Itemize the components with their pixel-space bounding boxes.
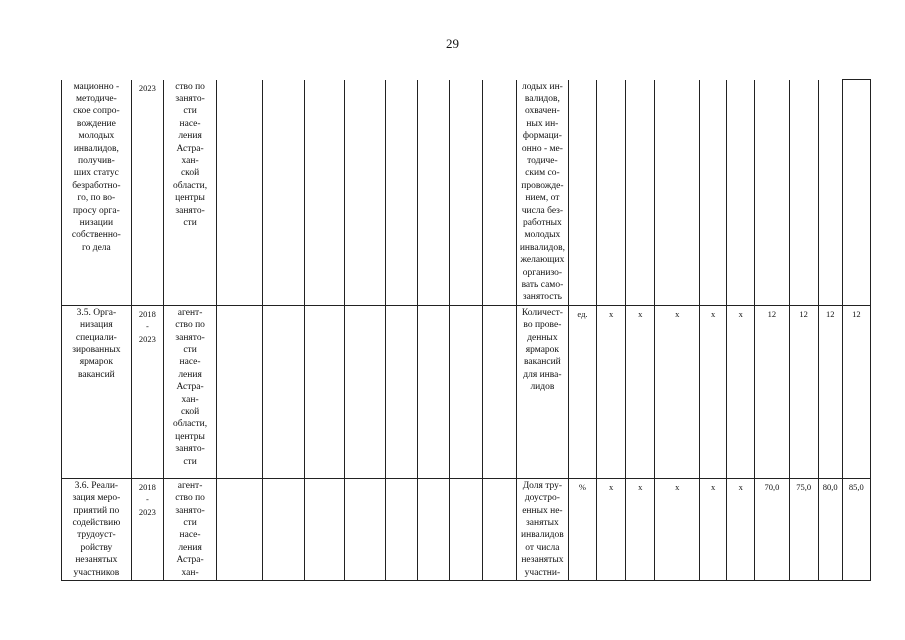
empty-cell xyxy=(345,305,386,478)
value: х xyxy=(710,481,716,492)
value-cell xyxy=(755,80,789,306)
value: 12 xyxy=(852,308,861,319)
indicator-text: Доля тру- доустро- енных не- занятых инвалидов от числа незанятых участни- xyxy=(521,480,564,578)
measure-name: мационно - методиче- ское сопро- вождение молодых инвалидов, получив- ших статус безработно- го, по во- просу орга- низации собственно- го дела xyxy=(71,81,121,253)
indicator-text: лодых ин- валидов, охвачен- ных ин- формаци- онно - ме- тодиче- ским со- провожде- нием, от числа без- работных молодых инвалидов, желающих организо- вать само- занятость xyxy=(519,81,565,303)
value-cell xyxy=(789,478,818,580)
value-cell xyxy=(727,478,755,580)
unit-cell xyxy=(568,80,596,306)
years: 2023 xyxy=(138,82,156,93)
empty-cell xyxy=(482,478,516,580)
empty-cell xyxy=(262,478,304,580)
value: 12 xyxy=(825,308,835,319)
years-cell xyxy=(131,478,163,580)
table-row xyxy=(62,305,871,478)
empty-cell xyxy=(304,80,345,306)
value-cell xyxy=(626,80,655,306)
value: х xyxy=(608,481,614,492)
executor-cell xyxy=(164,80,217,306)
value-cell xyxy=(842,80,870,306)
value: 85,0 xyxy=(848,481,864,492)
executor: агент- ство по занято- сти насе- ления Астра- хан- xyxy=(175,480,205,578)
empty-cell xyxy=(450,478,482,580)
years: 2018 - 2023 xyxy=(138,481,156,517)
value: х xyxy=(710,308,716,319)
years-cell xyxy=(131,80,163,306)
executor: агент- ство по занято- сти насе- ления Астра- хан- ской области, центры занято- сти xyxy=(172,307,208,467)
program-table xyxy=(61,79,871,581)
value-cell xyxy=(818,305,842,478)
value: х xyxy=(738,481,743,492)
value-cell xyxy=(700,80,727,306)
empty-cell xyxy=(217,305,263,478)
value: 12 xyxy=(767,308,777,319)
measure-name-cell xyxy=(62,80,132,306)
value: 75,0 xyxy=(796,481,812,492)
value-cell xyxy=(842,478,870,580)
value-cell xyxy=(789,305,818,478)
value-cell xyxy=(755,305,789,478)
years: 2018 - 2023 xyxy=(138,308,156,344)
value-cell xyxy=(655,478,700,580)
empty-cell xyxy=(418,478,450,580)
unit: ед. xyxy=(577,308,588,319)
page-number: 29 xyxy=(446,36,459,51)
value-cell xyxy=(597,80,626,306)
value-cell xyxy=(842,305,870,478)
value-cell xyxy=(755,478,789,580)
measure-name-cell xyxy=(62,305,132,478)
measure-name-cell xyxy=(62,478,132,580)
table-row xyxy=(62,478,871,580)
value-cell xyxy=(700,305,727,478)
empty-cell xyxy=(217,478,263,580)
value: х xyxy=(675,481,680,492)
unit: % xyxy=(578,481,587,492)
value: 80,0 xyxy=(822,481,838,492)
value-cell xyxy=(818,478,842,580)
empty-cell xyxy=(304,305,345,478)
empty-cell xyxy=(385,305,417,478)
value: х xyxy=(738,308,743,319)
measure-name: 3.5. Орга- низация специали- зированных ярмарок вакансий xyxy=(72,307,121,380)
value-cell xyxy=(597,478,626,580)
value: х xyxy=(638,481,643,492)
empty-cell xyxy=(345,80,386,306)
executor-cell xyxy=(164,478,217,580)
value-cell xyxy=(700,478,727,580)
executor: ство по занято- сти насе- ления Астра- хан- ской области, центры занято- сти xyxy=(172,81,208,228)
empty-cell xyxy=(482,80,516,306)
value-cell xyxy=(626,478,655,580)
empty-cell xyxy=(385,80,417,306)
unit-cell xyxy=(568,478,596,580)
executor-cell xyxy=(164,305,217,478)
measure-name: 3.6. Реали- зация меро- приятий по содействию трудоуст- ройству незанятых участников xyxy=(72,480,121,578)
value: х xyxy=(608,308,614,319)
value-cell xyxy=(655,305,700,478)
indicator-cell xyxy=(516,80,568,306)
empty-cell xyxy=(262,305,304,478)
value-cell xyxy=(655,80,700,306)
table-row xyxy=(62,80,871,306)
empty-cell xyxy=(262,80,304,306)
value-cell xyxy=(597,305,626,478)
empty-cell xyxy=(418,80,450,306)
empty-cell xyxy=(304,478,345,580)
value-cell xyxy=(727,80,755,306)
empty-cell xyxy=(450,305,482,478)
value-cell xyxy=(727,305,755,478)
indicator-cell xyxy=(516,478,568,580)
value: х xyxy=(638,308,643,319)
empty-cell xyxy=(345,478,386,580)
value: 12 xyxy=(799,308,808,319)
empty-cell xyxy=(217,80,263,306)
empty-cell xyxy=(385,478,417,580)
value: 70,0 xyxy=(764,481,780,492)
empty-cell xyxy=(450,80,482,306)
indicator-text: Количест- во прове- денных ярмарок вакансий для инва- лидов xyxy=(521,307,563,393)
value: х xyxy=(675,308,680,319)
years-cell xyxy=(131,305,163,478)
empty-cell xyxy=(482,305,516,478)
value-cell xyxy=(818,80,842,306)
value-cell xyxy=(789,80,818,306)
empty-cell xyxy=(418,305,450,478)
unit-cell xyxy=(568,305,596,478)
indicator-cell xyxy=(516,305,568,478)
value-cell xyxy=(626,305,655,478)
